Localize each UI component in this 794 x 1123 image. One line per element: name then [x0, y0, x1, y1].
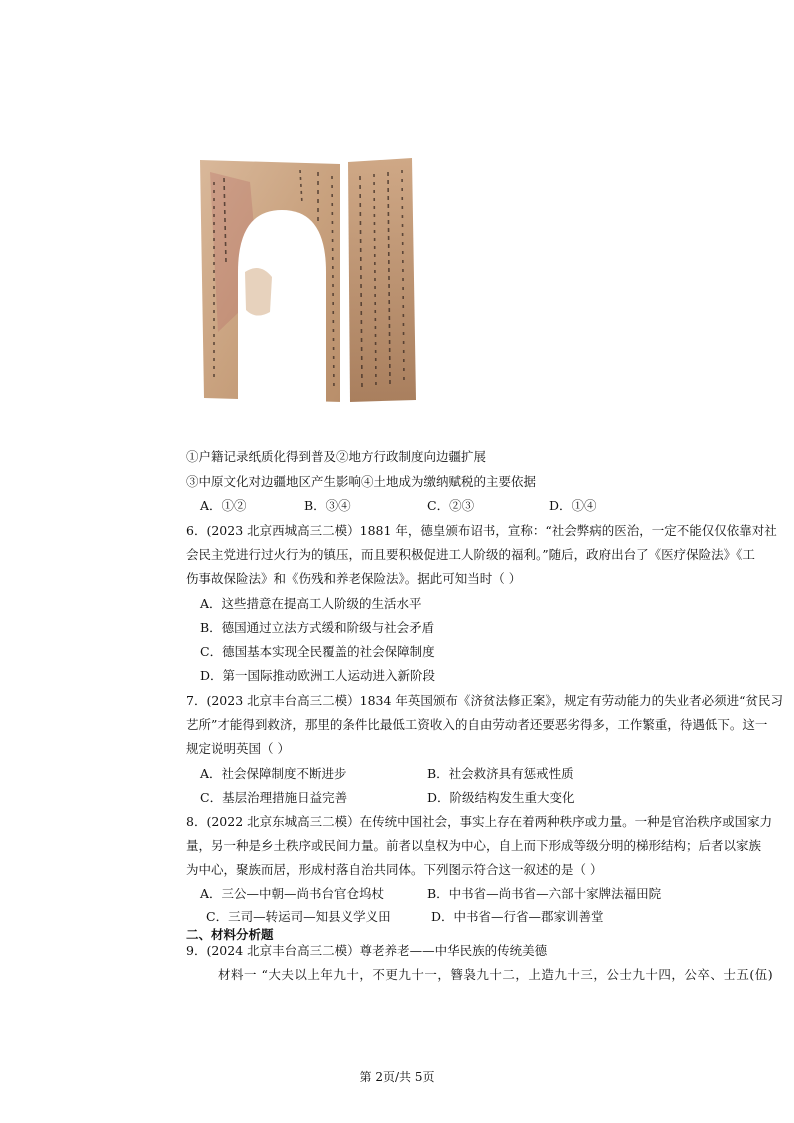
page-footer: 第 2页/共 5页 [359, 1070, 435, 1084]
manuscript-photo [190, 152, 420, 404]
section-2-title: 二、材料分析题 [186, 927, 274, 942]
q5-option-c[interactable]: C．②③ [427, 498, 475, 513]
q8-option-c[interactable]: C．三司—转运司—知县义学义田 [206, 909, 391, 924]
q6-option-c[interactable]: C．德国基本实现全民覆盖的社会保障制度 [200, 644, 435, 659]
q8-stem-line-2: 量，另一种是乡土秩序或民间力量。前者以皇权为中心，自上而下形成等级分明的梯形结构；后者以家族 [186, 838, 762, 853]
q6-stem-line-3: 伤事故保险法》和《伤残和养老保险法》。据此可知当时（ ） [186, 571, 522, 586]
q5-option-b[interactable]: B．③④ [304, 498, 351, 513]
q7-stem-line-1: 7．(2023 北京丰台高三二模）1834 年英国颁布《济贫法修正案》，规定有劳动能力的失业者必须进“贫民习 [186, 693, 784, 708]
q8-option-b[interactable]: B．中书省—尚书省—六部十家牌法福田院 [427, 886, 662, 901]
q8-stem-line-3: 为中心，聚族而居，形成村落自治共同体。下列图示符合这一叙述的是（ ） [186, 862, 603, 877]
q6-option-b[interactable]: B．德国通过立法方式缓和阶级与社会矛盾 [200, 620, 435, 635]
q9-stem-line-1: 9．(2024 北京丰台高三二模）尊老养老——中华民族的传统美德 [186, 943, 548, 958]
q9-material-1: 材料一 “大夫以上年九十，不更九十一，簪袅九十二，上造九十三，公士九十四，公卒、士五(伍) [218, 967, 774, 982]
q7-stem-line-3: 规定说明英国（ ） [186, 741, 290, 756]
q7-option-b[interactable]: B．社会救济具有惩戒性质 [427, 766, 574, 781]
q7-option-a[interactable]: A．社会保障制度不断进步 [200, 766, 347, 781]
q8-option-a[interactable]: A．三公—中朝—尚书台官仓坞杖 [200, 886, 385, 901]
q7-option-c[interactable]: C．基层治理措施日益完善 [200, 790, 348, 805]
q5-option-d[interactable]: D．①④ [549, 498, 597, 513]
q6-option-a[interactable]: A．这些措意在提高工人阶级的生活水平 [200, 596, 422, 611]
q6-stem-line-1: 6．(2023 北京西城高三二模）1881 年，德皇颁布诏书，宣称：“社会弊病的医治，一定不能仅仅依靠对社 [186, 523, 777, 538]
q5-option-a[interactable]: A．①② [200, 498, 247, 513]
q6-option-d[interactable]: D．第一国际推动欧洲工人运动进入新阶段 [200, 668, 436, 683]
q5-statement-2: ③中原文化对边疆地区产生影响④土地成为缴纳赋税的主要依据 [186, 474, 537, 489]
q6-stem-line-2: 会民主党进行过火行为的镇压，而且要积极促进工人阶级的福利。”随后，政府出台了《医疗保险法》《工 [186, 547, 755, 562]
q7-stem-line-2: 艺所”才能得到救济，那里的条件比最低工资收入的自由劳动者还要恶劣得多，工作繁重，待遇低下。这一 [186, 717, 768, 732]
q5-statement-1: ①户籍记录纸质化得到普及②地方行政制度向边疆扩展 [186, 449, 487, 464]
q8-stem-line-1: 8．(2022 北京东城高三二模）在传统中国社会，事实上存在着两种秩序或力量。一种是官治秩序或国家力 [186, 814, 773, 829]
q7-option-d[interactable]: D．阶级结构发生重大变化 [427, 790, 575, 805]
q8-option-d[interactable]: D．中书省—行省—郡家训善堂 [431, 909, 604, 924]
